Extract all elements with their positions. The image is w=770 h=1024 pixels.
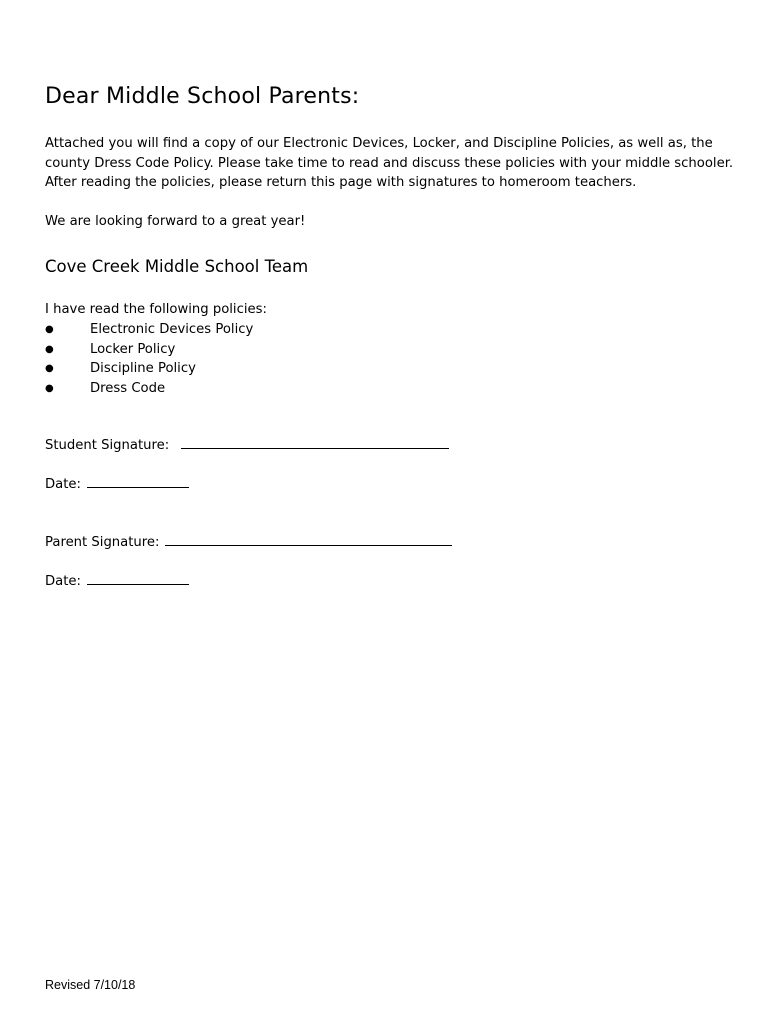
student-signature-field[interactable] bbox=[181, 436, 449, 449]
student-date-label: Date: bbox=[45, 477, 81, 492]
bullet-icon: ● bbox=[45, 382, 54, 394]
student-date-row bbox=[45, 475, 189, 495]
student-signature-row bbox=[45, 436, 449, 456]
parent-date-field[interactable] bbox=[87, 572, 189, 585]
closing-paragraph: We are looking forward to a great year! bbox=[45, 214, 306, 229]
parent-signature-row bbox=[45, 533, 452, 553]
bullet-icon: ● bbox=[45, 363, 54, 374]
parent-signature-field[interactable] bbox=[165, 533, 452, 546]
policy-label: Electronic Devices Policy bbox=[90, 322, 254, 337]
bullet-icon: ● bbox=[45, 343, 54, 355]
intro-paragraph: Attached you will find a copy of our Electronic Devices, Locker, and Discipline Policies, as well as, the county Dress Code Policy. Please take time to read and discuss these policies with your middle schooler. After reading the policies, please return this page with signatures to homeroom teachers. bbox=[45, 136, 734, 190]
student-date-field[interactable] bbox=[87, 475, 189, 488]
bullet-icon: ● bbox=[45, 324, 54, 335]
parent-date-label: Date: bbox=[45, 574, 81, 589]
policy-label: Discipline Policy bbox=[90, 361, 196, 376]
policy-label: Locker Policy bbox=[90, 341, 176, 357]
policies-intro: I have read the following policies: bbox=[45, 302, 267, 317]
letter-greeting: Dear Middle School Parents: bbox=[45, 84, 360, 109]
policy-label: Dress Code bbox=[90, 380, 166, 396]
team-signoff: Cove Creek Middle School Team bbox=[45, 257, 309, 276]
parent-date-row bbox=[45, 572, 189, 592]
student-signature-label: Student Signature: bbox=[45, 438, 170, 453]
revision-date: Revised 7/10/18 bbox=[45, 978, 136, 992]
parent-signature-label: Parent Signature: bbox=[45, 535, 160, 550]
